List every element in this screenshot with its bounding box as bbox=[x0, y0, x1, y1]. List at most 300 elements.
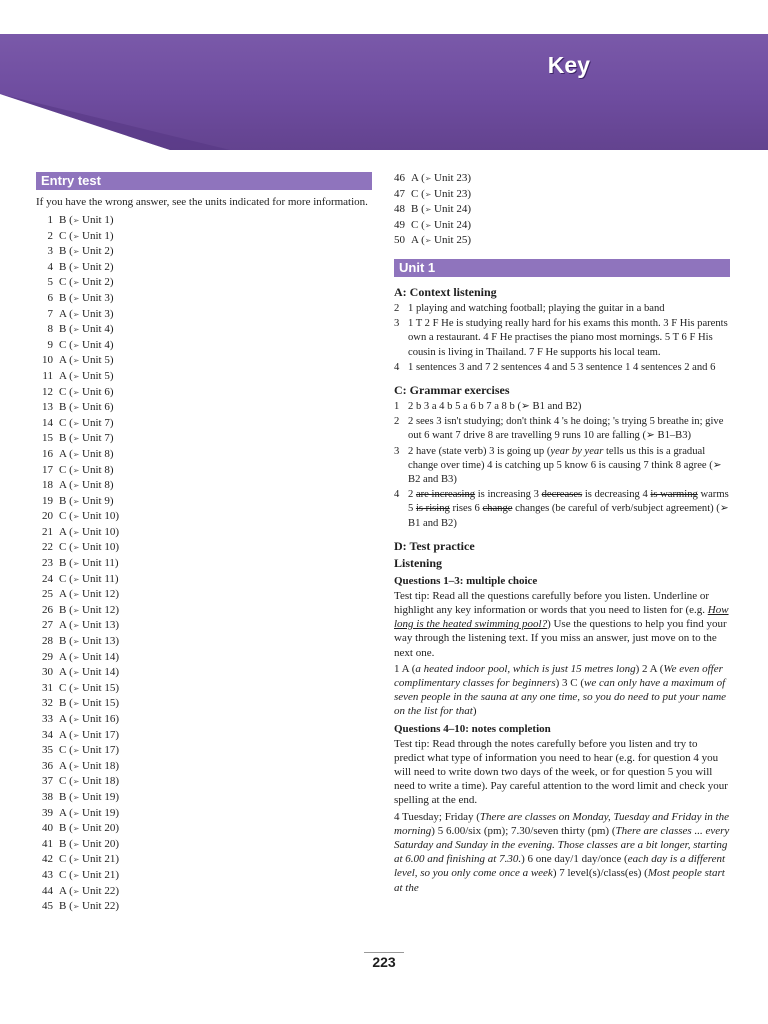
open-paren: ( bbox=[66, 260, 73, 273]
answer-unit: Unit 22) bbox=[82, 900, 119, 913]
arrow-icon: ➢ bbox=[72, 715, 83, 724]
answer-number: 11 bbox=[42, 369, 53, 382]
answer-unit: Unit 19) bbox=[82, 806, 119, 819]
answer-unit: Unit 12) bbox=[82, 588, 119, 601]
item-number: 4 bbox=[394, 361, 400, 373]
arrow-icon: ➢ bbox=[72, 902, 83, 912]
open-paren: ( bbox=[66, 790, 73, 803]
answer-letter: C bbox=[59, 229, 67, 242]
arrow-icon: ➢ bbox=[72, 449, 83, 459]
answer-unit: Unit 16) bbox=[82, 713, 119, 725]
answer-letter: C bbox=[59, 338, 67, 351]
answer-unit: Unit 6) bbox=[82, 401, 114, 414]
entry-test-column bbox=[36, 172, 372, 915]
test-tip: Test tip: Read through the notes carefully before you listen and try to predict what type of information you need to hear (e.g. for question 4 you will need to write down two days of the week, or for question 5 you will need to write a time). Pay careful attention to the word limit and check your spelling at the end. bbox=[394, 737, 728, 807]
answer-unit: Unit 14) bbox=[82, 666, 119, 679]
answer-row bbox=[36, 868, 372, 884]
arrow-icon: ➢ bbox=[72, 824, 83, 834]
answer-row bbox=[36, 244, 372, 260]
arrow-icon: ➢ bbox=[424, 205, 435, 215]
answer-letter: A bbox=[59, 525, 67, 538]
answer-letter: C bbox=[59, 775, 67, 788]
grammar-item bbox=[394, 488, 730, 531]
answer-unit: Unit 19) bbox=[82, 790, 119, 803]
answer-unit: Unit 2) bbox=[82, 276, 114, 289]
answer-text: ) 5 6.00/six (pm); 7.30/seven thirty (pm) ( bbox=[431, 824, 616, 837]
struck-text: are increasing bbox=[415, 489, 476, 501]
arrow-icon: ➢ bbox=[424, 236, 435, 246]
answer-quote: each day is a different level, so you only come once a week bbox=[394, 853, 726, 880]
answer-row bbox=[36, 229, 372, 245]
answer-row bbox=[394, 171, 730, 187]
open-paren: ( bbox=[66, 806, 73, 819]
open-paren: ( bbox=[66, 697, 73, 710]
answer-number: 3 bbox=[47, 245, 53, 258]
answer-row bbox=[36, 743, 372, 759]
item-text: 1 T 2 F He is studying really hard for his exams this month. 3 F His parents own a restaurant. 4 F He practises the piano most mornings. 5 T 6 F His cousin is living in Thailand. 7 F He supports his local team. bbox=[408, 318, 728, 358]
arrow-icon: ➢ bbox=[72, 278, 83, 288]
arrow-icon: ➢ bbox=[72, 543, 83, 553]
answer-number: 17 bbox=[42, 463, 53, 476]
answer-letter: B bbox=[59, 837, 67, 850]
item-text-part: warms 5 bbox=[408, 489, 729, 515]
answer-number: 1 bbox=[47, 214, 53, 226]
answer-letter: A bbox=[59, 806, 67, 819]
open-paren: ( bbox=[66, 401, 73, 414]
answer-number: 13 bbox=[42, 401, 53, 414]
answer-letter: B bbox=[59, 494, 67, 507]
context-listening-heading: A: Context listening bbox=[394, 284, 497, 299]
answer-row bbox=[36, 759, 372, 775]
answer-letter: A bbox=[59, 650, 67, 663]
arrow-icon: ➢ bbox=[72, 512, 83, 522]
answer-number: 45 bbox=[42, 900, 53, 913]
answer-row bbox=[36, 338, 372, 354]
entry-test-intro: If you have the wrong answer, see the units indicated for more information. bbox=[36, 196, 368, 208]
item-text-part: tells us this is a gradual change over time) 4 is catching up 5 know 6 is causing 7 think 8 agree (➢ B2 and B3) bbox=[408, 445, 722, 485]
answer-unit: Unit 8) bbox=[82, 447, 114, 460]
answers-1-3 bbox=[394, 662, 730, 719]
open-paren: ( bbox=[66, 635, 73, 648]
answer-row bbox=[36, 275, 372, 291]
arrow-icon: ➢ bbox=[72, 792, 83, 802]
answer-unit: Unit 9) bbox=[82, 494, 114, 507]
open-paren: ( bbox=[66, 853, 73, 866]
answer-row bbox=[36, 509, 372, 525]
answer-letter: B bbox=[59, 557, 67, 570]
answer-number: 25 bbox=[42, 588, 53, 601]
open-paren: ( bbox=[66, 479, 73, 492]
page-title: Key bbox=[547, 52, 590, 78]
answer-number: 10 bbox=[42, 354, 53, 367]
open-paren: ( bbox=[66, 650, 73, 663]
answer-row bbox=[36, 821, 372, 837]
open-paren: ( bbox=[66, 447, 73, 460]
answer-letter: C bbox=[59, 744, 67, 757]
open-paren: ( bbox=[66, 385, 73, 398]
context-item bbox=[394, 302, 730, 316]
tip-example: How long is the heated swimming pool? bbox=[394, 604, 729, 631]
page-number: 223 bbox=[372, 954, 396, 970]
answer-row bbox=[36, 353, 372, 369]
listening-heading: Listening bbox=[394, 555, 443, 570]
open-paren: ( bbox=[66, 245, 73, 258]
answer-number: 2 bbox=[47, 229, 53, 242]
answer-unit: Unit 11) bbox=[82, 557, 119, 570]
open-paren: ( bbox=[66, 900, 73, 913]
answer-quote: a heated indoor pool, which is just 15 metres long bbox=[415, 662, 636, 675]
arrow-icon: ➢ bbox=[72, 559, 83, 569]
banner-fold-shape bbox=[0, 34, 768, 150]
answer-number: 12 bbox=[42, 385, 53, 398]
page-number-rule bbox=[364, 952, 404, 953]
answer-unit: Unit 15) bbox=[82, 697, 119, 710]
open-paren: ( bbox=[66, 666, 73, 679]
open-paren: ( bbox=[66, 323, 73, 336]
grammar-item bbox=[394, 415, 730, 443]
answer-row bbox=[36, 369, 372, 385]
answer-row bbox=[36, 322, 372, 338]
arrow-icon: ➢ bbox=[72, 637, 83, 647]
answer-row bbox=[36, 463, 372, 479]
answer-number: 8 bbox=[47, 323, 53, 336]
answer-row bbox=[36, 540, 372, 556]
answer-letter: A bbox=[59, 369, 67, 382]
answer-row bbox=[36, 852, 372, 868]
arrow-icon: ➢ bbox=[72, 777, 83, 787]
answer-unit: Unit 14) bbox=[82, 650, 119, 663]
arrow-icon: ➢ bbox=[72, 340, 83, 350]
arrow-icon: ➢ bbox=[72, 293, 83, 303]
answer-number: 27 bbox=[42, 619, 53, 632]
answer-number: 43 bbox=[42, 868, 53, 881]
arrow-icon: ➢ bbox=[72, 325, 83, 335]
answer-letter: C bbox=[59, 868, 67, 881]
arrow-icon: ➢ bbox=[72, 527, 83, 537]
open-paren: ( bbox=[66, 728, 73, 741]
answer-row bbox=[36, 806, 372, 822]
answer-number: 46 bbox=[394, 172, 405, 184]
arrow-icon: ➢ bbox=[72, 621, 83, 631]
test-tip bbox=[394, 589, 730, 660]
answer-number: 23 bbox=[42, 557, 53, 570]
item-number: 3 bbox=[394, 318, 400, 330]
answer-unit: Unit 5) bbox=[82, 369, 114, 382]
answer-row bbox=[36, 634, 372, 650]
answer-unit: Unit 4) bbox=[82, 338, 114, 351]
right-column bbox=[394, 172, 730, 897]
answer-text: 1 A ( bbox=[394, 662, 416, 675]
answer-row bbox=[36, 416, 372, 432]
open-paren: ( bbox=[66, 759, 73, 772]
arrow-icon: ➢ bbox=[424, 174, 435, 183]
answer-number: 4 bbox=[47, 260, 53, 273]
answer-unit: Unit 7) bbox=[82, 432, 114, 445]
answer-number: 44 bbox=[42, 884, 53, 897]
answer-unit: Unit 21) bbox=[82, 853, 119, 866]
answer-number: 39 bbox=[42, 806, 53, 819]
open-paren: ( bbox=[66, 432, 73, 445]
answer-unit: Unit 13) bbox=[82, 635, 119, 648]
answer-unit: Unit 7) bbox=[82, 416, 114, 429]
open-paren: ( bbox=[66, 276, 73, 289]
answer-letter: B bbox=[59, 432, 67, 445]
questions-1-3-heading: Questions 1–3: multiple choice bbox=[394, 574, 538, 587]
arrow-icon: ➢ bbox=[72, 403, 83, 413]
open-paren: ( bbox=[66, 416, 73, 429]
answer-letter: A bbox=[411, 234, 419, 247]
answer-unit: Unit 10) bbox=[82, 525, 119, 538]
arrow-icon: ➢ bbox=[72, 683, 83, 693]
answer-number: 6 bbox=[47, 291, 53, 304]
answer-row bbox=[36, 837, 372, 853]
open-paren: ( bbox=[418, 218, 425, 231]
open-paren: ( bbox=[66, 229, 73, 242]
item-text-italic: year by year bbox=[550, 445, 604, 457]
answer-letter: B bbox=[59, 635, 67, 648]
context-item bbox=[394, 317, 730, 360]
answer-number: 20 bbox=[42, 510, 53, 523]
answer-row bbox=[36, 681, 372, 697]
item-text: 1 sentences 3 and 7 2 sentences 4 and 5 3 sentence 1 4 sentences 2 and 6 bbox=[408, 361, 716, 373]
answer-row bbox=[36, 774, 372, 790]
answer-unit: Unit 1) bbox=[82, 214, 114, 226]
open-paren: ( bbox=[66, 884, 73, 897]
arrow-icon: ➢ bbox=[72, 808, 83, 818]
arrow-icon: ➢ bbox=[72, 574, 83, 584]
open-paren: ( bbox=[66, 822, 73, 835]
answer-number: 36 bbox=[42, 759, 53, 772]
arrow-icon: ➢ bbox=[72, 465, 83, 475]
answer-unit: Unit 8) bbox=[82, 479, 114, 492]
answer-row bbox=[36, 478, 372, 494]
context-item bbox=[394, 361, 730, 375]
answer-letter: A bbox=[59, 307, 67, 320]
answer-number: 16 bbox=[42, 447, 53, 460]
item-text: 1 playing and watching football; playing the guitar in a band bbox=[408, 302, 665, 314]
answer-letter: A bbox=[411, 172, 419, 184]
answer-number: 21 bbox=[42, 525, 53, 538]
answer-unit: Unit 13) bbox=[82, 619, 119, 632]
answer-list bbox=[36, 213, 372, 915]
answer-letter: C bbox=[59, 463, 67, 476]
arrow-icon: ➢ bbox=[424, 220, 435, 230]
answer-unit: Unit 12) bbox=[82, 603, 119, 616]
arrow-icon: ➢ bbox=[72, 496, 83, 506]
tip-text: ) Use the questions to help you find your way through the listening text. If you miss an answer, just move on to the next one. bbox=[394, 618, 727, 659]
answer-row bbox=[36, 447, 372, 463]
open-paren: ( bbox=[66, 291, 73, 304]
answer-letter: A bbox=[59, 728, 67, 741]
open-paren: ( bbox=[66, 588, 73, 601]
answer-letter: B bbox=[59, 790, 67, 803]
item-text-part: 2 have (state verb) 3 is going up ( bbox=[408, 445, 551, 457]
answer-text: ) 7 level(s)/class(es) ( bbox=[552, 867, 648, 880]
answer-number: 19 bbox=[42, 494, 53, 507]
answer-unit: Unit 25) bbox=[434, 234, 471, 247]
answer-number: 47 bbox=[394, 187, 405, 200]
open-paren: ( bbox=[418, 203, 425, 216]
answer-row bbox=[36, 603, 372, 619]
answer-number: 14 bbox=[42, 416, 53, 429]
answer-letter: B bbox=[59, 401, 67, 414]
answer-row bbox=[36, 385, 372, 401]
answer-row bbox=[394, 202, 730, 218]
answer-row bbox=[36, 618, 372, 634]
answer-letter: A bbox=[59, 884, 67, 897]
answer-number: 29 bbox=[42, 650, 53, 663]
item-number: 1 bbox=[394, 400, 400, 412]
arrow-icon: ➢ bbox=[72, 434, 83, 444]
answer-letter: C bbox=[59, 276, 67, 289]
item-text-part: changes (be careful of verb/subject agreement) (➢ B1 and B2) bbox=[408, 503, 729, 529]
open-paren: ( bbox=[66, 307, 73, 320]
answer-list-continued bbox=[394, 171, 730, 249]
answer-letter: C bbox=[411, 218, 419, 231]
open-paren: ( bbox=[66, 354, 73, 367]
open-paren: ( bbox=[66, 463, 73, 476]
answer-letter: B bbox=[59, 697, 67, 710]
open-paren: ( bbox=[66, 775, 73, 788]
arrow-icon: ➢ bbox=[72, 231, 83, 241]
answer-row bbox=[36, 291, 372, 307]
answer-letter: B bbox=[59, 603, 67, 616]
arrow-icon: ➢ bbox=[72, 730, 83, 740]
grammar-exercises-heading: C: Grammar exercises bbox=[394, 382, 510, 397]
answer-unit: Unit 4) bbox=[82, 323, 114, 336]
answer-number: 22 bbox=[42, 541, 53, 554]
answer-quote: There are classes on Monday, Tuesday and Friday in the morning bbox=[394, 810, 729, 837]
answer-number: 15 bbox=[42, 432, 53, 445]
arrow-icon: ➢ bbox=[72, 855, 83, 865]
answer-unit: Unit 24) bbox=[434, 218, 471, 231]
answer-row bbox=[36, 556, 372, 572]
open-paren: ( bbox=[66, 744, 73, 757]
answer-letter: B bbox=[59, 291, 67, 304]
open-paren: ( bbox=[418, 172, 425, 184]
answer-row bbox=[36, 899, 372, 915]
answer-row bbox=[36, 712, 372, 728]
arrow-icon: ➢ bbox=[72, 761, 83, 771]
answer-unit: Unit 3) bbox=[82, 291, 114, 304]
open-paren: ( bbox=[66, 868, 73, 881]
struck-text: is rising bbox=[415, 503, 450, 515]
arrow-icon: ➢ bbox=[72, 886, 83, 896]
answer-number: 28 bbox=[42, 635, 53, 648]
arrow-icon: ➢ bbox=[72, 262, 83, 272]
answer-text: 4 Tuesday; Friday ( bbox=[394, 810, 480, 823]
answer-unit: Unit 24) bbox=[434, 203, 471, 216]
struck-text: decreases bbox=[541, 489, 583, 501]
answer-text: ) bbox=[472, 705, 477, 718]
answer-unit: Unit 18) bbox=[82, 775, 119, 788]
answer-letter: C bbox=[59, 385, 67, 398]
item-number: 2 bbox=[394, 416, 400, 428]
answer-letter: C bbox=[59, 572, 67, 585]
answer-letter: B bbox=[59, 260, 67, 273]
answer-number: 40 bbox=[42, 822, 53, 835]
answer-number: 30 bbox=[42, 666, 53, 679]
item-number: 3 bbox=[394, 445, 400, 457]
arrow-icon: ➢ bbox=[72, 371, 83, 381]
answer-unit: Unit 10) bbox=[82, 541, 119, 554]
answer-number: 32 bbox=[42, 697, 53, 710]
answer-letter: B bbox=[59, 900, 67, 913]
answer-letter: B bbox=[411, 203, 419, 216]
answer-row bbox=[36, 665, 372, 681]
answer-letter: A bbox=[59, 619, 67, 632]
arrow-icon: ➢ bbox=[72, 247, 83, 257]
answer-number: 50 bbox=[394, 234, 405, 247]
answer-unit: Unit 23) bbox=[434, 172, 471, 184]
answer-number: 26 bbox=[42, 603, 53, 616]
open-paren: ( bbox=[66, 214, 73, 226]
answer-row bbox=[36, 213, 372, 229]
open-paren: ( bbox=[66, 557, 73, 570]
answer-number: 18 bbox=[42, 479, 53, 492]
open-paren: ( bbox=[418, 187, 425, 200]
answer-quote: we can only have a maximum of seven people in the sauna at any one time, so you do need to put your name on the list for that bbox=[394, 677, 727, 718]
answer-number: 5 bbox=[47, 276, 53, 289]
answer-number: 38 bbox=[42, 790, 53, 803]
answer-unit: Unit 23) bbox=[434, 187, 471, 200]
answer-number: 31 bbox=[42, 681, 53, 694]
answer-row bbox=[36, 400, 372, 416]
open-paren: ( bbox=[66, 572, 73, 585]
open-paren: ( bbox=[66, 619, 73, 632]
arrow-icon: ➢ bbox=[72, 309, 83, 319]
answer-unit: Unit 20) bbox=[82, 822, 119, 835]
answer-row bbox=[36, 431, 372, 447]
answer-unit: Unit 22) bbox=[82, 884, 119, 897]
open-paren: ( bbox=[66, 603, 73, 616]
answer-unit: Unit 17) bbox=[82, 728, 119, 741]
arrow-icon: ➢ bbox=[424, 189, 435, 199]
answer-unit: Unit 3) bbox=[82, 307, 114, 320]
struck-text: is warming bbox=[650, 489, 698, 501]
answer-quote: There are classes ... every Saturday and Sunday in the evening. Those classes are a bit longer, starting at 6.00 and finishing at 7.30. bbox=[394, 824, 730, 866]
grammar-item bbox=[394, 445, 730, 488]
answer-row bbox=[36, 884, 372, 900]
answer-unit: Unit 11) bbox=[82, 572, 119, 585]
answer-row bbox=[36, 307, 372, 323]
open-paren: ( bbox=[66, 525, 73, 538]
answer-row bbox=[36, 572, 372, 588]
arrow-icon: ➢ bbox=[72, 652, 83, 662]
answer-letter: B bbox=[59, 323, 67, 336]
open-paren: ( bbox=[66, 369, 73, 382]
answer-number: 37 bbox=[42, 775, 53, 788]
key-banner bbox=[0, 34, 768, 150]
answer-row bbox=[36, 650, 372, 666]
answer-number: 33 bbox=[42, 713, 53, 725]
open-paren: ( bbox=[418, 234, 425, 247]
answer-unit: Unit 17) bbox=[82, 744, 119, 757]
answer-letter: A bbox=[59, 354, 67, 367]
open-paren: ( bbox=[66, 837, 73, 850]
answer-letter: A bbox=[59, 759, 67, 772]
open-paren: ( bbox=[66, 494, 73, 507]
answer-letter: C bbox=[59, 853, 67, 866]
answer-quote: We even offer complimentary classes for beginners bbox=[394, 662, 723, 690]
answers-4-10 bbox=[394, 810, 730, 895]
answer-text: ) 2 A ( bbox=[635, 662, 664, 675]
arrow-icon: ➢ bbox=[72, 418, 83, 428]
item-text-part: is decreasing 4 bbox=[582, 489, 651, 501]
answer-number: 42 bbox=[42, 853, 53, 866]
answer-row bbox=[36, 260, 372, 276]
answer-letter: C bbox=[59, 681, 67, 694]
